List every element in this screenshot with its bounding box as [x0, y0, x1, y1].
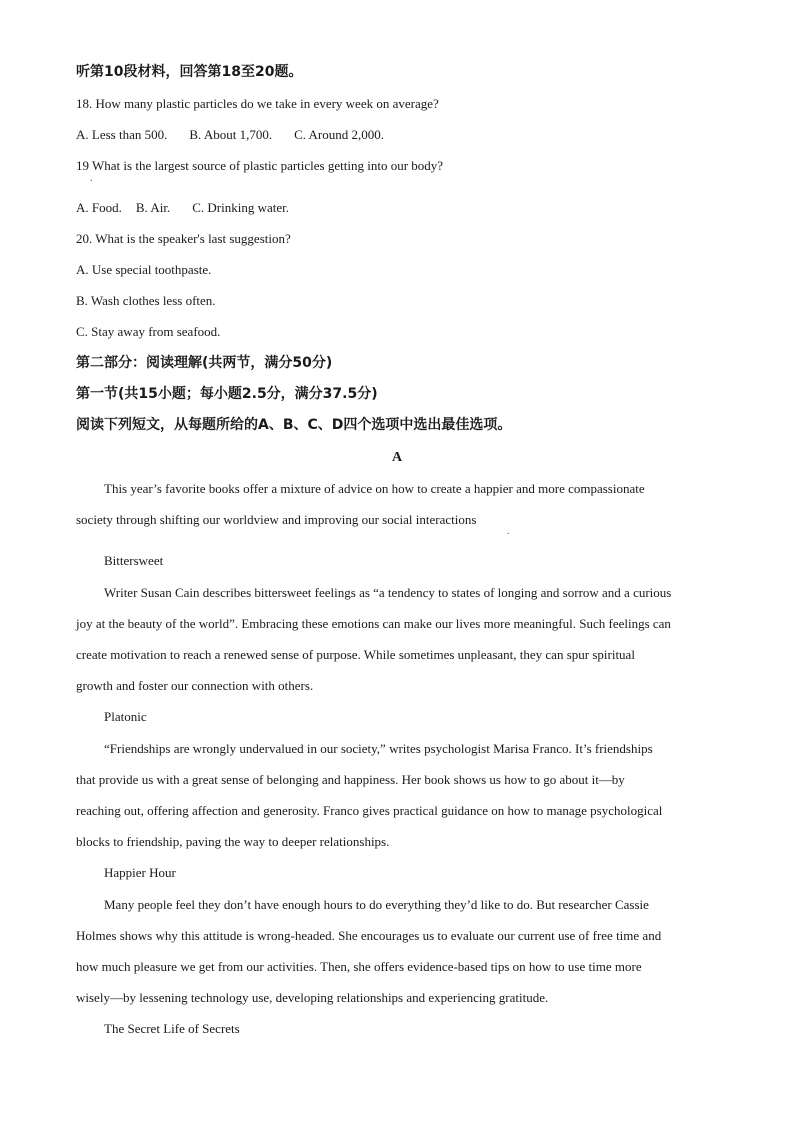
reading-section-heading: 第一节(共15小题；每小题2.5分，满分37.5分) — [76, 386, 378, 402]
reading-instruction: 阅读下列短文，从每题所给的A、B、C、D四个选项中选出最佳选项。 — [76, 417, 512, 433]
platonic-line-3: reaching out, offering affection and generosity. Franco gives practical guidance on how to manage psychological — [76, 803, 663, 818]
book-title-bittersweet: Bittersweet — [104, 553, 164, 568]
bittersweet-line-2: joy at the beauty of the world”. Embracing these emotions can make our lives more meaningful. Such feelings can — [76, 616, 671, 631]
listening-heading: 听第10段材料，回答第18至20题。 — [76, 64, 303, 80]
q20-option-c: C. Stay away from seafood. — [76, 324, 221, 339]
q19-option-c: C. Drinking water. — [192, 200, 289, 215]
platonic-line-1: “Friendships are wrongly undervalued in our society,” writes psychologist Marisa Franco. It’s friendships — [104, 741, 653, 756]
question-18-stem: 18. How many plastic particles do we take in every week on average? — [76, 96, 439, 111]
happier-hour-line-2: Holmes shows why this attitude is wrong-headed. She encourages us to evaluate our current use of free time and — [76, 928, 662, 943]
book-title-happier-hour: Happier Hour — [104, 865, 176, 880]
bittersweet-line-1: Writer Susan Cain describes bittersweet feelings as “a tendency to states of longing and sorrow and a curious — [104, 585, 672, 600]
question-19-options — [76, 199, 289, 217]
intro-line-1: This year’s favorite books offer a mixture of advice on how to create a happier and more compassionate — [104, 481, 645, 496]
q20-option-a: A. Use special toothpaste. — [76, 262, 212, 277]
happier-hour-line-3: how much pleasure we get from our activities. Then, she offers evidence-based tips on how to use time more — [76, 959, 642, 974]
question-18-options — [76, 126, 384, 144]
q18-option-c: C. Around 2,000. — [294, 127, 384, 142]
q18-option-a: A. Less than 500. — [76, 127, 168, 142]
intro-line-2: society through shifting our worldview and improving our social interactions — [76, 512, 477, 527]
question-19-stem: 19 What is the largest source of plastic particles getting into our body? — [76, 158, 444, 173]
happier-hour-line-1: Many people feel they don’t have enough hours to do everything they’d like to do. But researcher Cassie — [104, 897, 649, 912]
q20-option-b: B. Wash clothes less often. — [76, 293, 216, 308]
happier-hour-line-4: wisely—by lessening technology use, developing relationships and experiencing gratitude. — [76, 990, 549, 1005]
stray-dot-mark: . — [90, 173, 93, 184]
book-title-secret-life: The Secret Life of Secrets — [104, 1021, 240, 1036]
book-title-platonic: Platonic — [104, 709, 147, 724]
platonic-line-4: blocks to friendship, paving the way to deeper relationships. — [76, 834, 390, 849]
bittersweet-line-3: create motivation to reach a renewed sense of purpose. While sometimes unpleasant, they can spur spiritual — [76, 647, 635, 662]
q19-option-a: A. Food. — [76, 200, 122, 215]
stray-dot-mark: . — [507, 526, 510, 537]
passage-label: A — [391, 450, 403, 465]
q19-option-b: B. Air. — [135, 200, 171, 215]
bittersweet-line-4: growth and foster our connection with others. — [76, 678, 314, 693]
platonic-line-2: that provide us with a great sense of belonging and happiness. Her book shows us how to go about it—by — [76, 772, 625, 787]
reading-part-heading: 第二部分：阅读理解(共两节，满分50分) — [76, 355, 333, 371]
q18-option-b: B. About 1,700. — [189, 127, 273, 142]
question-20-stem: 20. What is the speaker's last suggestion? — [76, 231, 291, 246]
